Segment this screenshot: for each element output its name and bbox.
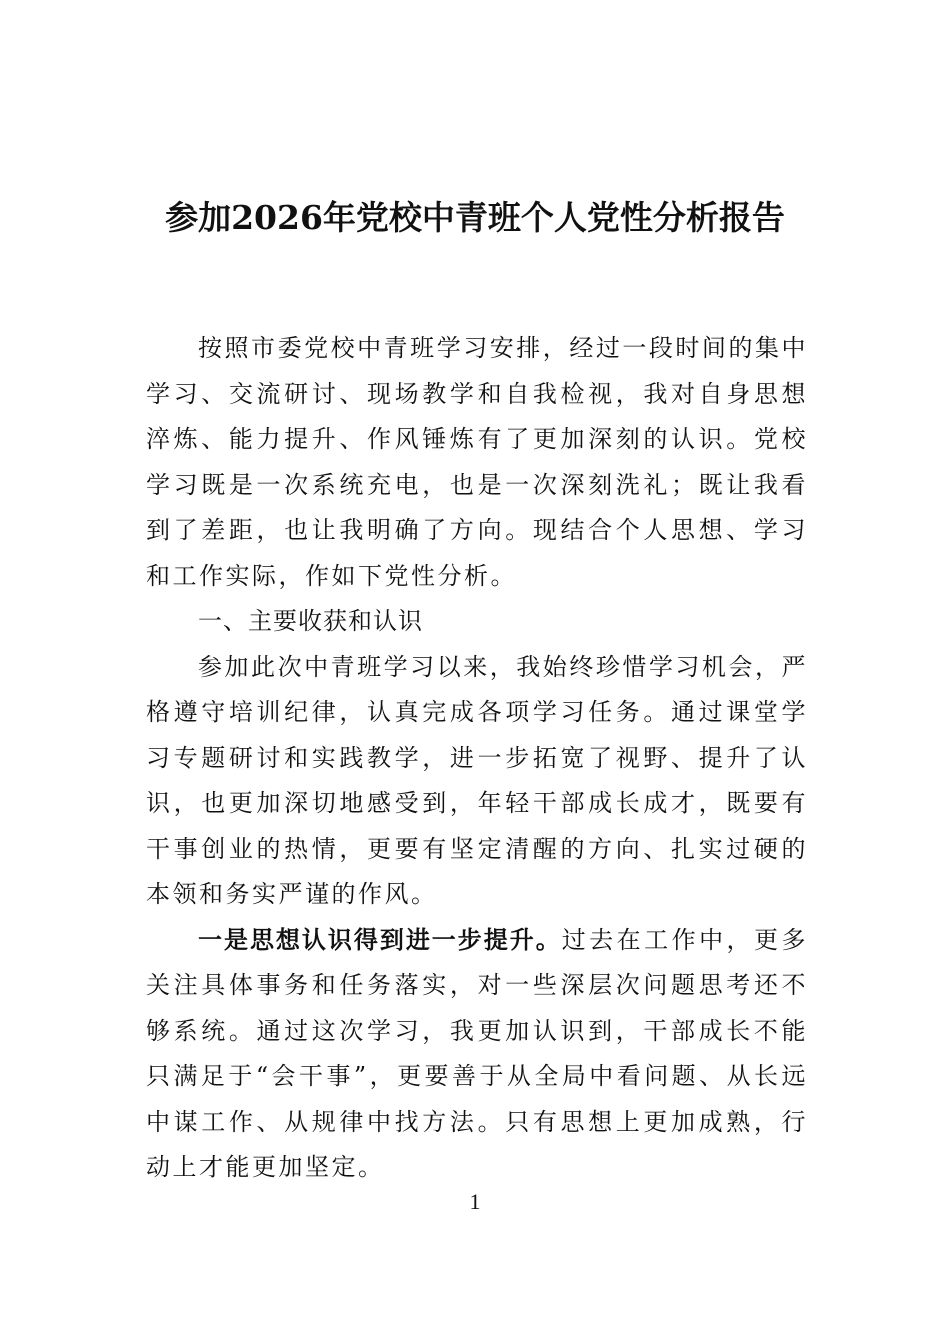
document-title: 参加2026年党校中青班个人党性分析报告: [165, 198, 785, 237]
section-paragraph: 参加此次中青班学习以来，我始终珍惜学习机会，严格遵守培训纪律，认真完成各项学习任务。通过课堂学习专题研讨和实践教学，进一步拓宽了视野、提升了认识，也更加深切地感受到，年轻干部成长成才，既要有干事创业的热情，更要有坚定清醒的方向、扎实过硬的本领和务实严谨的作风。: [146, 652, 808, 908]
point-lead: 一是思想认识得到进一步提升。: [198, 925, 562, 954]
point-text: 过去在工作中，更多关注具体事务和任务落实，对一些深层次问题思考还不够系统。通过这次学习，我更加认识到，干部成长不能只满足于“会干事”，更要善于从全局中看问题、从长远中谋工作、从规律中找方法。只有思想上更加成熟，行动上才能更加坚定。: [146, 925, 809, 1181]
intro-paragraph: 按照市委党校中青班学习安排，经过一段时间的集中学习、交流研讨、现场教学和自我检视，我对自身思想淬炼、能力提升、作风锤炼有了更加深刻的认识。党校学习既是一次系统充电，也是一次深刻洗礼；既让我看到了差距，也让我明确了方向。现结合个人思想、学习和工作实际，作如下党性分析。: [146, 334, 808, 590]
page-number: 1: [469, 1189, 481, 1214]
document-body: [146, 326, 808, 1191]
section-heading: 一、主要收获和认识: [198, 607, 423, 635]
point-paragraph: [146, 918, 808, 1191]
